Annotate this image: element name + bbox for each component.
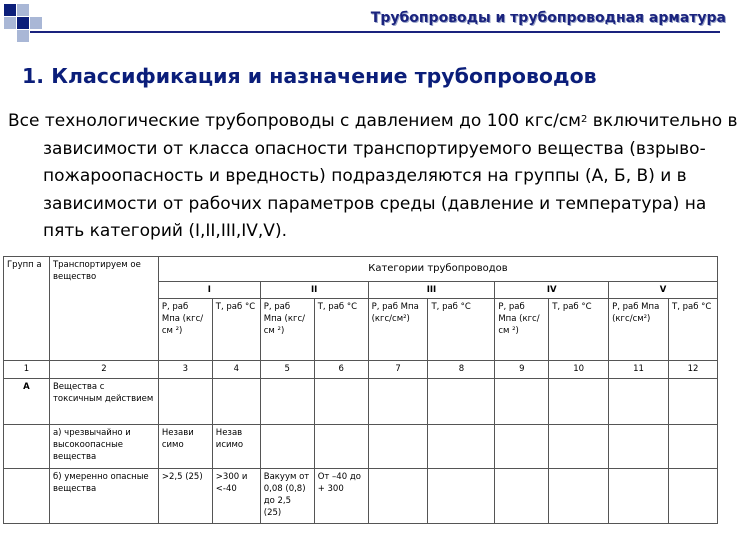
p-label-5: Р, раб Мпа (кгс/см²) — [609, 299, 669, 361]
t-label-1: Т, раб °С — [212, 299, 260, 361]
intro-rest: включительно в зависимости от класса опасности транспортируемого вещества (взрыво- пожароопасность и вредность) подразделяются на группы (А, Б, В) и в зависимости от рабочих параметров среды (давление и температура) на пять категорий (I,II,III,IV,V). — [43, 111, 738, 241]
column-number: 4 — [212, 361, 260, 379]
category-table — [3, 256, 718, 524]
p-label-2: Р, раб Мпа (кгс/см ²) — [260, 299, 314, 361]
column-number: 5 — [260, 361, 314, 379]
row-b-t1: >300 и <-40 — [212, 469, 260, 524]
header-categories: Категории трубопроводов — [158, 257, 717, 282]
category-3: III — [368, 282, 495, 299]
t-label-4: Т, раб °С — [549, 299, 609, 361]
row-a-p1: Незави симо — [158, 425, 212, 469]
header-title: Трубопроводы и трубопроводная арматура — [370, 10, 726, 26]
group-a-label: А — [4, 379, 50, 425]
p-label-4: Р, раб Мпа (кгс/см ²) — [495, 299, 549, 361]
column-number: 8 — [428, 361, 495, 379]
category-2: II — [260, 282, 368, 299]
row-b-p1: >2,5 (25) — [158, 469, 212, 524]
column-number: 11 — [609, 361, 669, 379]
column-number: 9 — [495, 361, 549, 379]
slide-title: 1. Классификация и назначение трубопроводов — [22, 64, 597, 88]
category-4: IV — [495, 282, 609, 299]
t-label-5: Т, раб °С — [669, 299, 718, 361]
column-number: 7 — [368, 361, 428, 379]
column-number: 6 — [314, 361, 368, 379]
p-label-3: Р, раб Мпа (кгс/см²) — [368, 299, 428, 361]
column-number: 3 — [158, 361, 212, 379]
column-number: 1 — [4, 361, 50, 379]
intro-paragraph — [8, 108, 749, 246]
category-5: V — [609, 282, 718, 299]
t-label-3: Т, раб °С — [428, 299, 495, 361]
intro-sup: 2 — [581, 114, 588, 125]
column-number: 12 — [669, 361, 718, 379]
category-1: I — [158, 282, 260, 299]
header-group: Групп а — [4, 257, 50, 361]
row-a-t1: Незав исимо — [212, 425, 260, 469]
header-rule — [30, 31, 720, 33]
row-b-t2: От –40 до + 300 — [314, 469, 368, 524]
t-label-2: Т, раб °С — [314, 299, 368, 361]
column-number: 2 — [49, 361, 158, 379]
row-b-p2: Вакуум от 0,08 (0,8) до 2,5 (25) — [260, 469, 314, 524]
row-b-label: б) умеренно опасные вещества — [49, 469, 158, 524]
intro-text: Все технологические трубопроводы с давлением до 100 кгс/см — [8, 111, 582, 131]
header-substance: Транспортируем ое вещество — [49, 257, 158, 361]
column-number: 10 — [549, 361, 609, 379]
toxic-substances-label: Вещества с токсичным действием — [49, 379, 158, 425]
p-label-1: Р, раб Мпа (кгс/см ²) — [158, 299, 212, 361]
row-a-label: а) чрезвычайно и высокоопасные вещества — [49, 425, 158, 469]
